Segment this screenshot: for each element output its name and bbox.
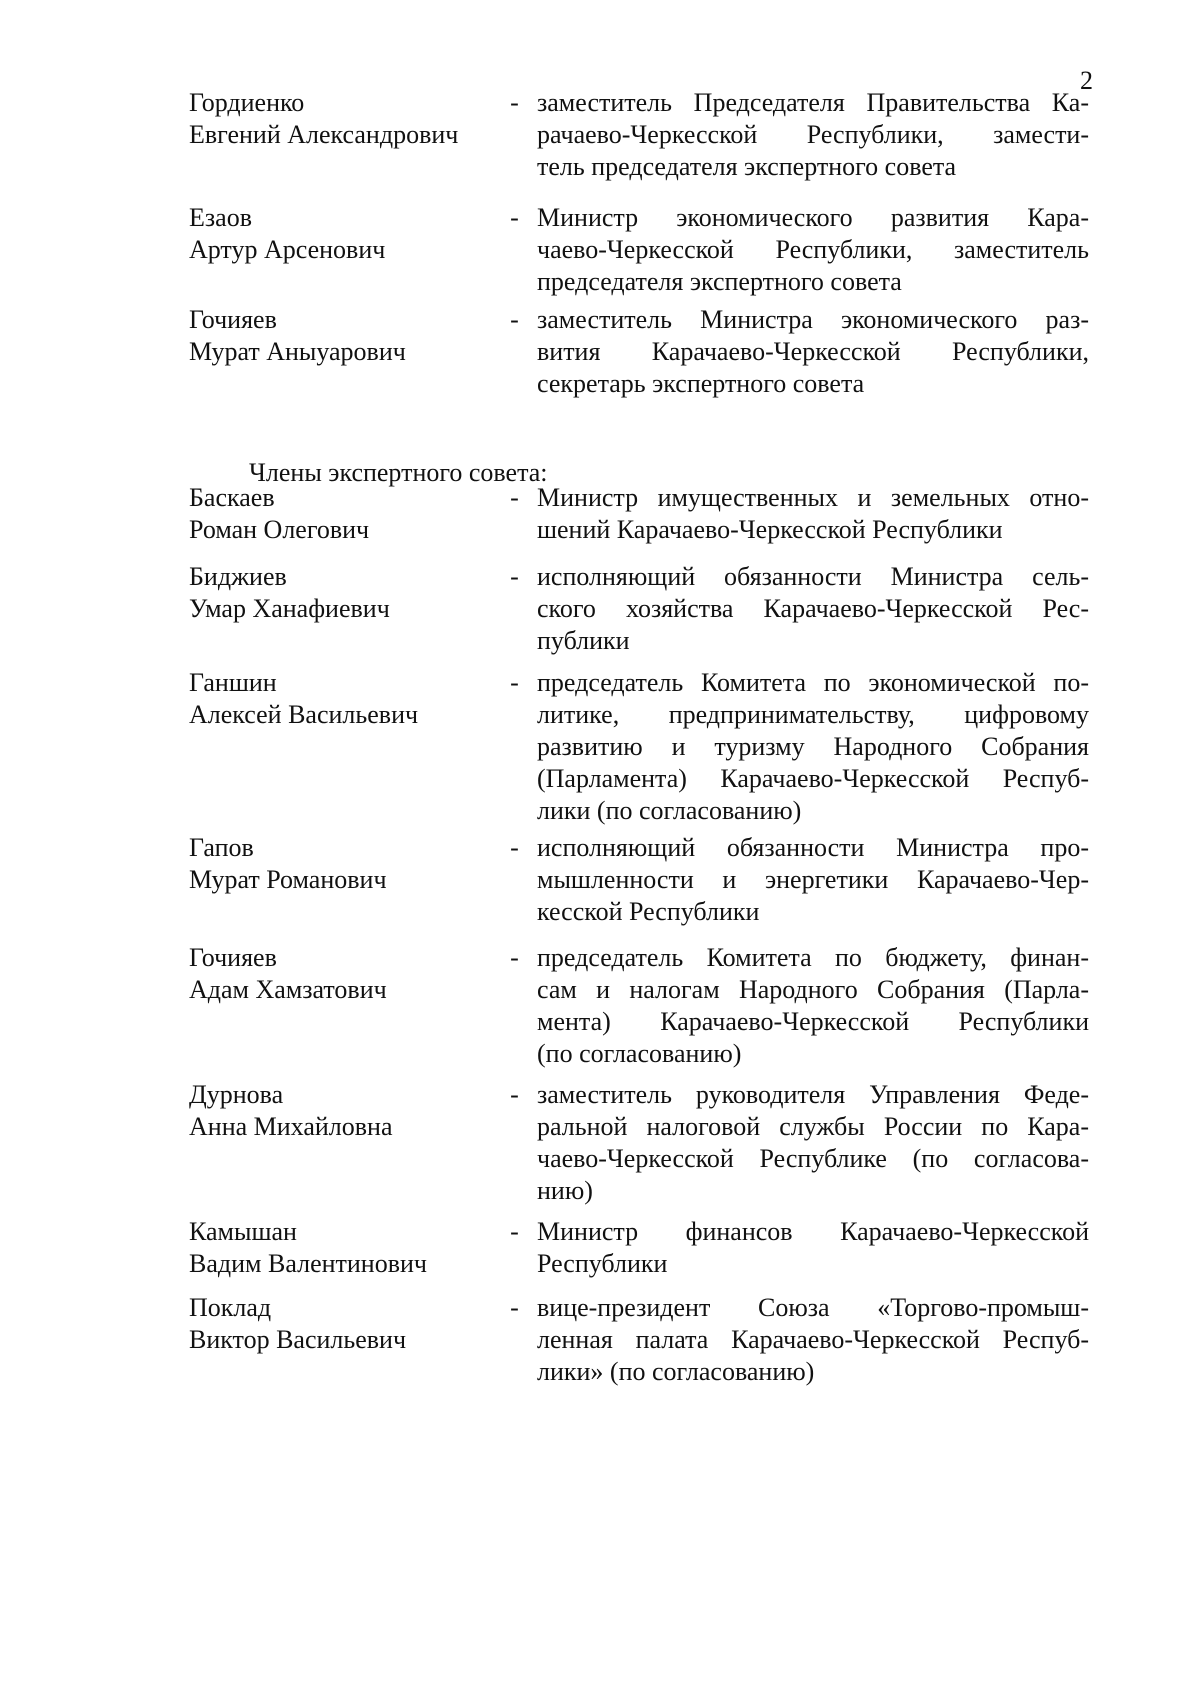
person-name bbox=[189, 304, 489, 368]
list-item bbox=[189, 667, 1089, 827]
description-line: развитию и туризму Народного Собрания bbox=[537, 732, 1089, 761]
entry-dash: - bbox=[510, 1293, 519, 1322]
entry-dash: - bbox=[510, 1080, 519, 1109]
position-description bbox=[537, 1216, 1089, 1280]
position-description bbox=[537, 482, 1089, 546]
list-item bbox=[189, 1292, 1089, 1388]
description-line: секретарь экспертного совета bbox=[537, 369, 865, 398]
position-description bbox=[537, 832, 1089, 928]
position-description bbox=[537, 1292, 1089, 1388]
description-line: председателя экспертного совета bbox=[537, 267, 902, 296]
entry-dash: - bbox=[510, 562, 519, 591]
description-line: ленная палата Карачаево-Черкесской Респуб- bbox=[537, 1325, 1089, 1354]
description-line: кесской Республики bbox=[537, 897, 760, 926]
description-line: заместитель Министра экономического раз- bbox=[537, 305, 1089, 334]
entry-dash: - bbox=[510, 833, 519, 862]
description-line: публики bbox=[537, 626, 630, 655]
person-surname: Поклад bbox=[189, 1293, 272, 1322]
person-surname: Гочияев bbox=[189, 943, 277, 972]
description-line: мента) Карачаево-Черкесской Республики bbox=[537, 1007, 1089, 1036]
person-given-names: Виктор Васильевич bbox=[189, 1325, 407, 1354]
description-line: чаево-Черкесской Республики, заместитель bbox=[537, 235, 1089, 264]
description-line: мышленности и энергетики Карачаево-Чер- bbox=[537, 865, 1089, 894]
person-given-names: Мурат Аныуарович bbox=[189, 337, 406, 366]
description-line: председатель Комитета по бюджету, финан- bbox=[537, 943, 1089, 972]
description-line: председатель Комитета по экономической по- bbox=[537, 668, 1089, 697]
position-description bbox=[537, 561, 1089, 657]
description-line: ральной налоговой службы России по Кара- bbox=[537, 1112, 1089, 1141]
description-line: лики (по согласованию) bbox=[537, 796, 802, 825]
list-item bbox=[189, 832, 1089, 928]
list-item bbox=[189, 304, 1089, 400]
description-line: чаево-Черкесской Республике (по согласова- bbox=[537, 1144, 1089, 1173]
description-line: исполняющий обязанности Министра сель- bbox=[537, 562, 1089, 591]
person-given-names: Адам Хамзатович bbox=[189, 975, 387, 1004]
description-line: лики» (по согласованию) bbox=[537, 1357, 815, 1386]
description-line: заместитель Председателя Правительства Ка- bbox=[537, 88, 1089, 117]
description-line: рачаево-Черкесской Республики, замести- bbox=[537, 120, 1089, 149]
person-surname: Езаов bbox=[189, 203, 252, 232]
position-description bbox=[537, 202, 1089, 298]
position-description bbox=[537, 1079, 1089, 1207]
person-surname: Биджиев bbox=[189, 562, 287, 591]
person-name bbox=[189, 561, 489, 625]
description-line: Министр имущественных и земельных отно- bbox=[537, 483, 1089, 512]
person-given-names: Вадим Валентинович bbox=[189, 1249, 427, 1278]
position-description bbox=[537, 304, 1089, 400]
list-item bbox=[189, 561, 1089, 657]
members-heading: Члены экспертного совета: bbox=[249, 458, 548, 487]
person-name bbox=[189, 202, 489, 266]
description-line: (Парламента) Карачаево-Черкесской Респуб- bbox=[537, 764, 1089, 793]
person-given-names: Евгений Александрович bbox=[189, 120, 459, 149]
person-surname: Баскаев bbox=[189, 483, 275, 512]
description-line: ского хозяйства Карачаево-Черкесской Рес- bbox=[537, 594, 1089, 623]
person-given-names: Умар Ханафиевич bbox=[189, 594, 390, 623]
person-given-names: Артур Арсенович bbox=[189, 235, 386, 264]
person-given-names: Роман Олегович bbox=[189, 515, 370, 544]
person-name bbox=[189, 1216, 489, 1280]
description-line: шений Карачаево-Черкесской Республики bbox=[537, 515, 1003, 544]
person-surname: Гордиенко bbox=[189, 88, 305, 117]
person-surname: Дурнова bbox=[189, 1080, 284, 1109]
entry-dash: - bbox=[510, 483, 519, 512]
entry-dash: - bbox=[510, 943, 519, 972]
list-item bbox=[189, 1216, 1089, 1280]
description-line: исполняющий обязанности Министра про- bbox=[537, 833, 1089, 862]
list-item bbox=[189, 87, 1089, 183]
position-description bbox=[537, 667, 1089, 827]
person-surname: Камышан bbox=[189, 1217, 297, 1246]
description-line: литике, предпринимательству, цифровому bbox=[537, 700, 1089, 729]
person-surname: Гапов bbox=[189, 833, 254, 862]
person-name bbox=[189, 942, 489, 1006]
description-line: Министр экономического развития Кара- bbox=[537, 203, 1089, 232]
person-name bbox=[189, 667, 489, 731]
person-name bbox=[189, 87, 489, 151]
description-line: Республики bbox=[537, 1249, 668, 1278]
description-line: Министр финансов Карачаево-Черкесской bbox=[537, 1217, 1089, 1246]
description-line: нию) bbox=[537, 1176, 593, 1205]
description-line: тель председателя экспертного совета bbox=[537, 152, 957, 181]
entry-dash: - bbox=[510, 305, 519, 334]
position-description bbox=[537, 87, 1089, 183]
person-given-names: Алексей Васильевич bbox=[189, 700, 419, 729]
position-description bbox=[537, 942, 1089, 1070]
page-number: 2 bbox=[1080, 66, 1093, 95]
person-name bbox=[189, 1292, 489, 1356]
list-item bbox=[189, 942, 1089, 1070]
list-item bbox=[189, 202, 1089, 298]
description-line: сам и налогам Народного Собрания (Парла- bbox=[537, 975, 1089, 1004]
person-given-names: Мурат Романович bbox=[189, 865, 387, 894]
entry-dash: - bbox=[510, 1217, 519, 1246]
entry-dash: - bbox=[510, 668, 519, 697]
entry-dash: - bbox=[510, 88, 519, 117]
description-line: заместитель руководителя Управления Феде- bbox=[537, 1080, 1089, 1109]
person-name bbox=[189, 482, 489, 546]
person-name bbox=[189, 1079, 489, 1143]
list-item bbox=[189, 482, 1089, 546]
description-line: вития Карачаево-Черкесской Республики, bbox=[537, 337, 1089, 366]
person-name bbox=[189, 832, 489, 896]
person-surname: Ганшин bbox=[189, 668, 277, 697]
person-given-names: Анна Михайловна bbox=[189, 1112, 393, 1141]
description-line: (по согласованию) bbox=[537, 1039, 742, 1068]
entry-dash: - bbox=[510, 203, 519, 232]
list-item bbox=[189, 1079, 1089, 1207]
person-surname: Гочияев bbox=[189, 305, 277, 334]
description-line: вице-президент Союза «Торгово-промыш- bbox=[537, 1293, 1089, 1322]
